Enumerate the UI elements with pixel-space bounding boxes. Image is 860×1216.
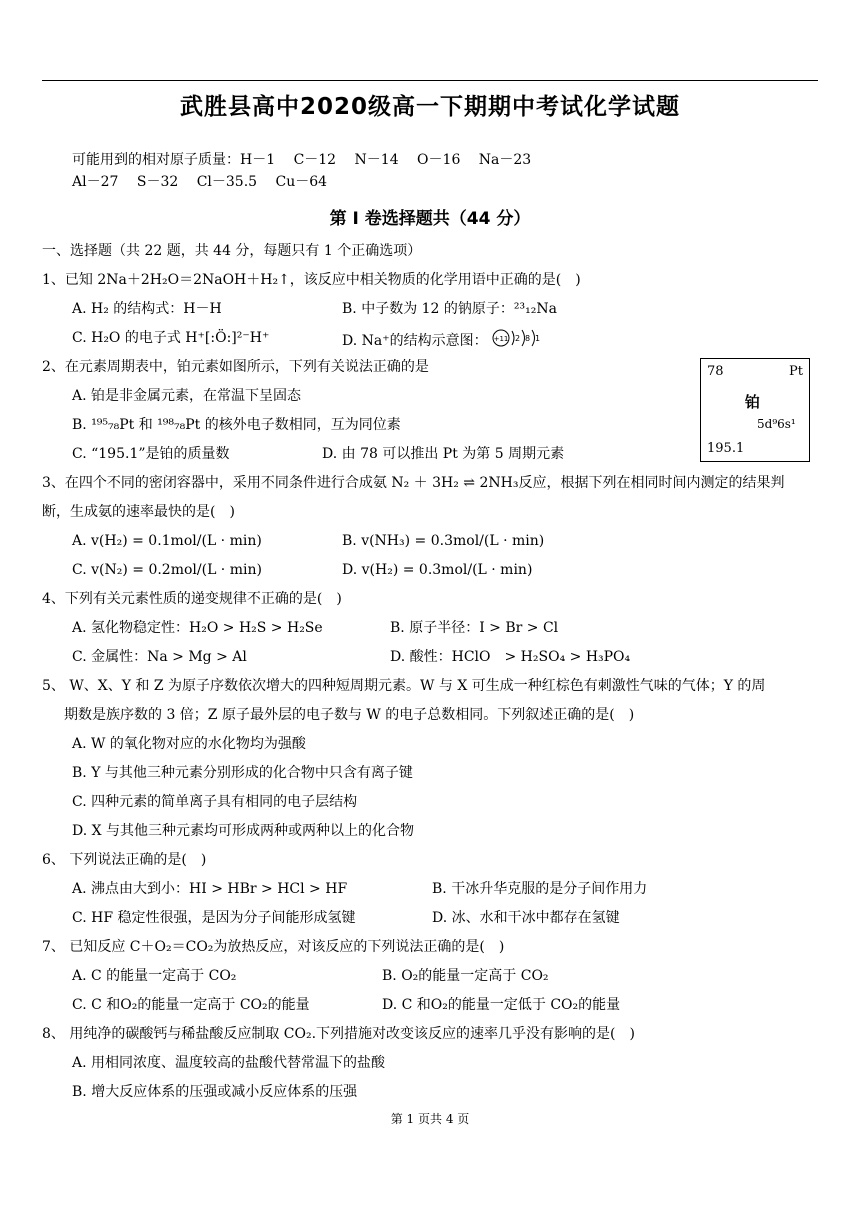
q6-option-d: D. 冰、水和干冰中都存在氢键 xyxy=(432,910,620,926)
q5-option-b: B. Y 与其他三种元素分别形成的化合物中只含有离子键 xyxy=(72,765,413,781)
q3-option-a: A. v(H₂) = 0.1mol/(L · min) xyxy=(72,533,262,549)
q3-option-b: B. v(NH₃) = 0.3mol/(L · min) xyxy=(342,533,545,549)
top-rule xyxy=(42,80,818,81)
atomic-masses-line1: 可能用到的相对原子质量：H－1 C－12 N－14 O－16 Na－23 xyxy=(72,152,532,168)
q4-option-d: D. 酸性：HClO > H₂SO₄ > H₃PO₄ xyxy=(390,649,631,665)
q2-option-c: C. “195.1”是铂的质量数 xyxy=(72,446,230,462)
na-ion-structure-diagram xyxy=(492,328,544,354)
q6-stem: 6、 下列说法正确的是( ) xyxy=(42,852,207,868)
atomic-masses-line2: Al－27 S－32 Cl－35.5 Cu－64 xyxy=(72,174,328,190)
pt-symbol: Pt xyxy=(789,364,803,379)
q1-option-d xyxy=(342,328,544,354)
q8-stem: 8、 用纯净的碳酸钙与稀盐酸反应制取 CO₂.下列措施对改变该反应的速率几乎没有影响的是( ) xyxy=(42,1026,635,1042)
q5-stem-line1: 5、 W、X、Y 和 Z 为原子序数依次增大的四种短周期元素。W 与 X 可生成一种红棕色有刺激性气味的气体；Y 的周 xyxy=(42,678,766,694)
part-heading: 一、选择题（共 22 题，共 44 分，每题只有 1 个正确选项） xyxy=(42,243,422,259)
q5-option-c: C. 四种元素的简单离子具有相同的电子层结构 xyxy=(72,794,358,810)
page-footer: 第 1 页共 4 页 xyxy=(390,1112,470,1126)
q7-option-a: A. C 的能量一定高于 CO₂ xyxy=(72,968,237,984)
svg-text:+11: +11 xyxy=(493,335,509,343)
pt-atomic-number: 78 xyxy=(707,364,724,379)
q1-option-a: A. H₂ 的结构式：H－H xyxy=(72,301,222,317)
q4-option-a: A. 氢化物稳定性：H₂O > H₂S > H₂Se xyxy=(72,620,323,636)
q1-option-b: B. 中子数为 12 的钠原子：²³₁₂Na xyxy=(342,301,557,317)
q6-option-c: C. HF 稳定性很强，是因为分子间能形成氢键 xyxy=(72,910,356,926)
q4-option-c: C. 金属性：Na > Mg > Al xyxy=(72,649,247,665)
pt-name: 铂 xyxy=(745,393,761,411)
q3-option-d: D. v(H₂) = 0.3mol/(L · min) xyxy=(342,562,533,578)
q2-option-b: B. ¹⁹⁵₇₈Pt 和 ¹⁹⁸₇₈Pt 的核外电子数相同，互为同位素 xyxy=(72,417,401,433)
svg-text:2: 2 xyxy=(515,334,521,343)
q6-option-b: B. 干冰升华克服的是分子间作用力 xyxy=(432,881,648,897)
pt-electron-config: 5d⁹6s¹ xyxy=(757,417,796,431)
pt-atomic-mass: 195.1 xyxy=(707,441,745,456)
q7-option-c: C. C 和O₂的能量一定高于 CO₂的能量 xyxy=(72,997,310,1013)
q4-stem: 4、下列有关元素性质的递变规律不正确的是( ) xyxy=(42,591,342,607)
q3-option-c: C. v(N₂) = 0.2mol/(L · min) xyxy=(72,562,262,578)
q6-option-a: A. 沸点由大到小：HI > HBr > HCl > HF xyxy=(72,881,348,897)
q7-option-d: D. C 和O₂的能量一定低于 CO₂的能量 xyxy=(382,997,621,1013)
q8-option-a: A. 用相同浓度、温度较高的盐酸代替常温下的盐酸 xyxy=(72,1055,386,1071)
q3-stem-line2: 断，生成氨的速率最快的是( ) xyxy=(42,504,235,520)
q7-option-b: B. O₂的能量一定高于 CO₂ xyxy=(382,968,549,984)
q7-stem: 7、 已知反应 C＋O₂＝CO₂为放热反应，对该反应的下列说法正确的是( ) xyxy=(42,939,505,955)
q4-option-b: B. 原子半径：I > Br > Cl xyxy=(390,620,559,636)
page-title: 武胜县高中2020级高一下期期中考试化学试题 xyxy=(179,94,680,120)
q1-option-d-text: D. Na⁺的结构示意图： xyxy=(342,333,488,349)
q5-option-d: D. X 与其他三种元素均可形成两种或两种以上的化合物 xyxy=(72,823,415,839)
q5-stem-line2: 期数是族序数的 3 倍；Z 原子最外层的电子数与 W 的电子总数相同。下列叙述正确的是( ) xyxy=(64,707,635,723)
q3-stem-line1: 3、在四个不同的密闭容器中，采用不同条件进行合成氨 N₂ ＋ 3H₂ ⇌ 2NH₃反应，根据下列在相同时间内测定的结果判 xyxy=(42,475,785,491)
platinum-element-box xyxy=(700,358,810,462)
q2-option-d: D. 由 78 可以推出 Pt 为第 5 周期元素 xyxy=(322,446,565,462)
q8-option-b: B. 增大反应体系的压强或减小反应体系的压强 xyxy=(72,1084,358,1100)
q2-option-a: A. 铂是非金属元素，在常温下呈固态 xyxy=(72,388,302,404)
q5-option-a: A. W 的氧化物对应的水化物均为强酸 xyxy=(72,736,306,752)
section-title: 第 I 卷选择题共（44 分） xyxy=(329,209,531,229)
q1-stem: 1、已知 2Na＋2H₂O＝2NaOH＋H₂↑，该反应中相关物质的化学用语中正确的是( ) xyxy=(42,272,581,288)
q2-stem: 2、在元素周期表中，铂元素如图所示，下列有关说法正确的是 xyxy=(42,359,429,375)
svg-text:8: 8 xyxy=(525,334,531,343)
q1-option-c: C. H₂O 的电子式 H⁺[:Ö:]²⁻H⁺ xyxy=(72,330,270,346)
svg-text:1: 1 xyxy=(535,334,541,343)
